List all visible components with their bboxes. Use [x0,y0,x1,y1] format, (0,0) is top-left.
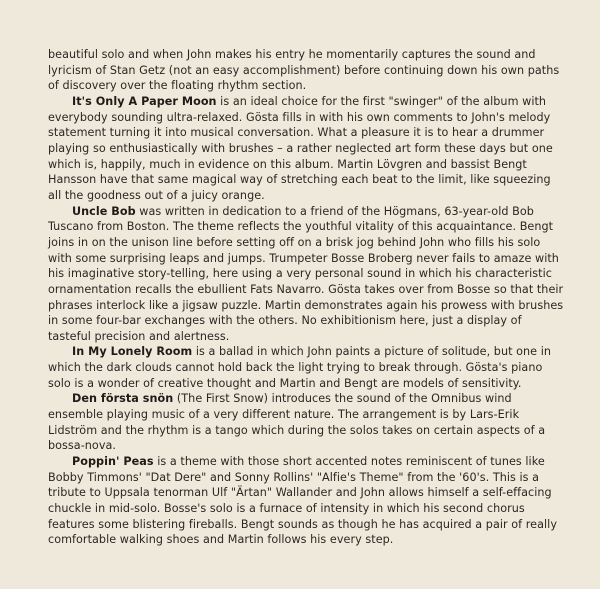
paragraph-poppin-peas [48,454,564,548]
paragraph-lonely-room [48,344,564,391]
liner-notes-page [48,47,564,548]
song-title: Poppin' Peas [72,455,154,469]
paragraph-text: (The First Snow) introduces the sound of the Omnibus wind ensemble playing music of a very different nature. The arrangement is by Lars-Erik Lidström and the rhythm is a tango which during the solos takes on certain aspects of a bossa-nova. [48,392,546,453]
song-title: In My Lonely Room [72,345,193,359]
song-title: Uncle Bob [72,204,136,218]
paragraph-text: is an ideal choice for the first "swinger" of the album with everybody sounding ultra-relaxed. Gösta fills in with his own comments to John's melody statement turning it into musical conversation. What a pleasure it is to hear a drummer playing so enthusiastically with brushes – a rather neglected art form these days but one which is, happily, much in evidence on this album. Martin Lövgren and bassist Bengt Hansson have that same magical way of stretching each beat to the limit, like squeezing all the goodness out of a juicy orange. [48,94,553,202]
paragraph-forsta-snon [48,391,564,454]
paragraph-text: is a ballad in which John paints a picture of solitude, but one in which the dark clouds cannot hold back the light trying to break through. Gösta's piano solo is a wonder of creative thought and Martin and Bengt are models of sensitivity. [48,345,551,390]
paragraph-text: beautiful solo and when John makes his entry he momentarily captures the sound and lyricism of Stan Getz (not an easy accomplishment) before continuing down his own paths of discovery over the floating rhythm section. [48,48,560,93]
paragraph-uncle-bob [48,204,564,345]
paragraph-text: is a theme with those short accented notes reminiscent of tunes like Bobby Timmons' "Dat Dere" and Sonny Rollins' "Alfie's Theme" from the '60's. This is a tribute to Uppsala tenorman Ulf "Ärtan" Wallander and John allows himself a self-effacing chuckle in mid-solo. Bosse's solo is a furnace of intensity in which his second chorus features some blistering fireballs. Bengt sounds as though he has acquired a pair of really comfortable walking shoes and Martin follows his every step. [48,455,558,547]
song-title: It's Only A Paper Moon [72,94,217,108]
paragraph-text: was written in dedication to a friend of the Högmans, 63-year-old Bob Tuscano from Boston. The theme reflects the youthful vitality of this acquaintance. Bengt joins in on the unison line before setting off on a brisk jog behind John who fills his solo with some surprising leaps and jumps. Trumpeter Bosse Broberg never fails to amaze with his imaginative story-telling, here using a very personal sound in which his characteristic ornamentation recalls the ebullient Fats Navarro. Gösta takes over from Bosse so that their phrases interlock like a jigsaw puzzle. Martin demonstrates again his prowess with brushes in some four-bar exchanges with the others. No exhibitionism here, just a display of tasteful precision and alertness. [48,204,564,343]
paragraph-intro [48,47,564,94]
paragraph-paper-moon [48,94,564,204]
song-title: Den första snön [72,392,174,406]
